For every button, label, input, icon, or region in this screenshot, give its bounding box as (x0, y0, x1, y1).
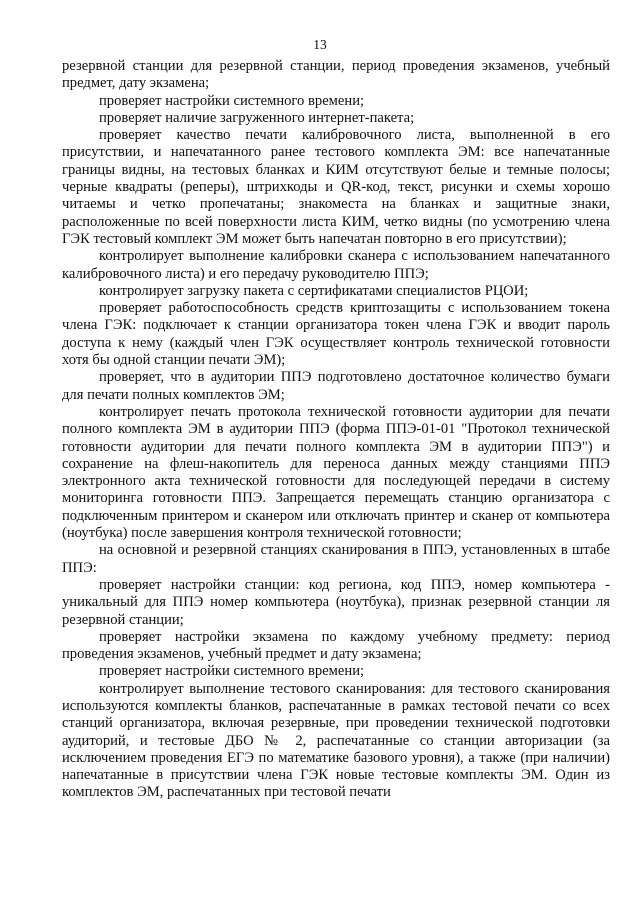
paragraph: проверяет настройки системного времени; (99, 92, 365, 109)
paragraph: на основной и резервной станциях сканирования в ППЭ, установленных в штабе ППЭ: (62, 542, 610, 576)
paragraph: контролирует выполнение тестового сканирования: для тестового сканирования используются комплекты бланков, распечатанные в рамках тестовой печати со всех станций организатора, включая резервные, при проведении технической подготовки аудиторий, и тестовые ДБО № 2, распечатанные со станции авторизации (за исключением проведения ЕГЭ по математике базового уровня), а также (при наличии) напечатанные в присутствии члена ГЭК новые тестовые комплекты ЭМ. Один из комплектов ЭМ, распечатанных при тестовой печати (62, 680, 610, 801)
page-number: 13 (313, 37, 327, 52)
paragraph: проверяет настройки станции: код региона, код ППЭ, номер компьютера - уникальный для ППЭ номер компьютера (ноутбука), признак резервной станции ля резервной станции; (62, 576, 610, 628)
document-body (62, 58, 610, 802)
paragraph-continuation: резервной станции для резервной станции, период проведения экзаменов, учебный предмет, дату экзамена; (62, 58, 610, 92)
paragraph: проверяет работоспособность средств криптозащиты с использованием токена члена ГЭК: подключает к станции организатора токен члена ГЭК и вводит пароль доступа к нему (каждый член ГЭК осуществляет контроль технической готовности хотя бы одной станции печати ЭМ); (62, 300, 610, 369)
paragraph: проверяет, что в аудитории ППЭ подготовлено достаточное количество бумаги для печати полных комплектов ЭМ; (62, 369, 610, 403)
paragraph: проверяет наличие загруженного интернет-пакета; (99, 109, 415, 126)
paragraph: проверяет настройки системного времени; (99, 663, 365, 680)
paragraph: контролирует загрузку пакета с сертификатами специалистов РЦОИ; (99, 282, 529, 299)
paragraph: проверяет качество печати калибровочного листа, выполненной в его присутствии, и напечатанного ранее тестового комплекта ЭМ: все напечатанные границы видны, на тестовых бланках и КИМ отсутствуют белые и темные полосы; черные квадраты (реперы), штрихкоды и QR-код, текст, рисунки и схемы хорошо читаемы и четко пропечатаны; знакоместа на бланках и защитные знаки, расположенные по всей поверхности листа КИМ, четко видны (по усмотрению члена ГЭК тестовый комплект ЭМ может быть напечатан повторно в его присутствии); (62, 127, 610, 247)
paragraph: контролирует печать протокола технической готовности аудитории для печати полного комплекта ЭМ в аудитории ППЭ (форма ППЭ-01-01 "Протокол технической готовности аудитории для печати полного комплекта ЭМ в аудитории ППЭ") и сохранение на флеш-накопитель для переноса данных между станциями ППЭ электронного акта технической готовности для последующей передачи в систему мониторинга готовности ППЭ. Запрещается перемещать станцию организатора с подключенным принтером и сканером или отключать принтер и сканер от компьютера (ноутбука) после завершения контроля технической готовности; (62, 403, 610, 542)
paragraph: проверяет настройки экзамена по каждому учебному предмету: период проведения экзаменов, учебный предмет и дату экзамена; (62, 628, 610, 663)
paragraph: контролирует выполнение калибровки сканера с использованием напечатанного калибровочного листа) и его передачу руководителю ППЭ; (62, 248, 610, 282)
